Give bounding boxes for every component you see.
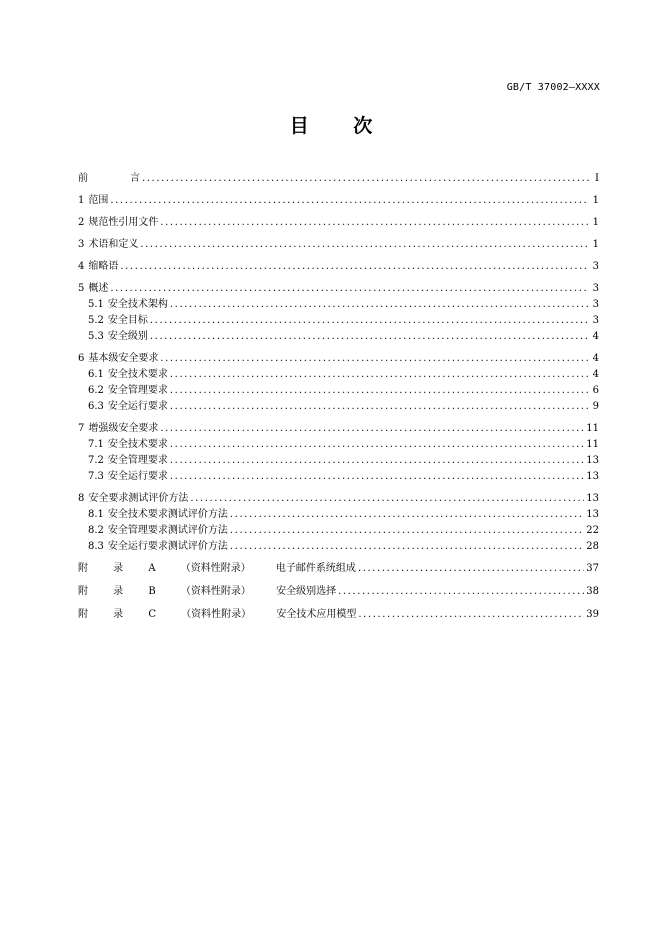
toc-leader-dots (142, 171, 589, 187)
toc-leader-dots (160, 215, 589, 231)
toc-page-number: 3 (592, 315, 599, 326)
toc-entry-label: 2 规范性引用文件 (78, 217, 159, 228)
toc-page-number: 1 (592, 195, 599, 206)
toc-leader-dots (230, 539, 584, 555)
toc-leader-dots (170, 383, 589, 399)
toc-entry-6-3[interactable] (78, 399, 599, 415)
toc-page-number: 13 (586, 455, 599, 466)
page-title: 目 次 (289, 115, 373, 137)
toc-leader-dots (338, 584, 584, 600)
toc-leader-dots (160, 351, 589, 367)
toc-entry-label: 前 言 (78, 173, 140, 184)
toc-entry-label: 7.2 安全管理要求 (88, 455, 168, 466)
toc-page-number: 11 (586, 423, 599, 434)
toc-page-number: 13 (586, 509, 599, 520)
toc-entry-label: 4 缩略语 (78, 261, 119, 272)
toc-entry-label: 附 录 B （资料性附录） 安全级别选择 (78, 586, 337, 597)
toc-leader-dots (358, 561, 584, 577)
toc-entry-7-2[interactable] (78, 453, 599, 469)
toc-entry-label: 6.1 安全技术要求 (88, 369, 168, 380)
toc-leader-dots (170, 367, 589, 383)
toc-page-number: 3 (592, 261, 599, 272)
toc-entry-5-2[interactable] (78, 313, 599, 329)
toc-entry-7[interactable] (78, 421, 599, 437)
toc-entry-label: 8 安全要求测试评价方法 (78, 493, 189, 504)
toc-leader-dots (110, 193, 589, 209)
toc-page-number: 13 (586, 493, 599, 504)
toc-entry-1[interactable] (78, 193, 599, 209)
toc-page-number: 39 (586, 609, 599, 620)
toc-entry-label: 8.2 安全管理要求测试评价方法 (88, 525, 228, 536)
toc-entry-label: 8.3 安全运行要求测试评价方法 (88, 541, 228, 552)
toc-leader-dots (160, 421, 584, 437)
toc-leader-dots (190, 491, 584, 507)
toc-entry-6-1[interactable] (78, 367, 599, 383)
toc-entry-preface[interactable] (78, 171, 599, 187)
toc-leader-dots (150, 313, 589, 329)
toc-entry-8-1[interactable] (78, 507, 599, 523)
toc-leader-dots (230, 507, 584, 523)
toc-page-number: 28 (586, 541, 599, 552)
toc-entry-label: 附 录 C （资料性附录） 安全技术应用模型 (78, 609, 357, 620)
toc-entry-7-1[interactable] (78, 437, 599, 453)
toc-entry-4[interactable] (78, 259, 599, 275)
toc-entry-label: 3 术语和定义 (78, 239, 139, 250)
toc-entry-label: 5.3 安全级别 (88, 331, 148, 342)
toc-leader-dots (170, 399, 589, 415)
toc-entry-8-2[interactable] (78, 523, 599, 539)
toc-leader-dots (150, 329, 589, 345)
toc-entry-label: 5.2 安全目标 (88, 315, 148, 326)
toc-page-number: I (595, 173, 599, 184)
toc-page-number: 13 (586, 471, 599, 482)
toc-page-number: 4 (592, 369, 599, 380)
toc-entry-2[interactable] (78, 215, 599, 231)
toc-entry-appendix-b[interactable] (78, 584, 599, 600)
toc-page-number: 1 (592, 217, 599, 228)
toc-entry-label: 7.1 安全技术要求 (88, 439, 168, 450)
toc-entry-5[interactable] (78, 281, 599, 297)
toc-page-number: 37 (586, 563, 599, 574)
toc-page-number: 22 (586, 525, 599, 536)
toc-leader-dots (358, 607, 584, 623)
toc-page-number: 3 (592, 299, 599, 310)
toc-leader-dots (170, 453, 584, 469)
toc-page-number: 11 (586, 439, 599, 450)
toc-entry-label: 7 增强级安全要求 (78, 423, 159, 434)
toc-entry-5-1[interactable] (78, 297, 599, 313)
toc-page-number: 9 (592, 401, 599, 412)
toc-entry-appendix-c[interactable] (78, 607, 599, 623)
toc-entry-appendix-a[interactable] (78, 561, 599, 577)
toc-leader-dots (170, 437, 584, 453)
toc-entry-8[interactable] (78, 491, 599, 507)
toc-page-number: 4 (592, 353, 599, 364)
toc-leader-dots (170, 469, 584, 485)
toc-entry-8-3[interactable] (78, 539, 599, 555)
toc-entry-label: 5 概述 (78, 283, 109, 294)
toc-entry-label: 6.3 安全运行要求 (88, 401, 168, 412)
toc-page-number: 38 (586, 586, 599, 597)
toc-leader-dots (140, 237, 589, 253)
toc-entry-label: 1 范围 (78, 195, 109, 206)
table-of-contents (78, 171, 599, 630)
toc-entry-6[interactable] (78, 351, 599, 367)
toc-entry-label: 附 录 A （资料性附录） 电子邮件系统组成 (78, 563, 356, 574)
toc-entry-3[interactable] (78, 237, 599, 253)
toc-page-number: 1 (592, 239, 599, 250)
toc-leader-dots (110, 281, 589, 297)
toc-entry-5-3[interactable] (78, 329, 599, 345)
toc-entry-label: 6 基本级安全要求 (78, 353, 159, 364)
toc-entry-label: 8.1 安全技术要求测试评价方法 (88, 509, 228, 520)
toc-entry-6-2[interactable] (78, 383, 599, 399)
toc-entry-7-3[interactable] (78, 469, 599, 485)
toc-entry-label: 6.2 安全管理要求 (88, 385, 168, 396)
toc-entry-label: 5.1 安全技术架构 (88, 299, 168, 310)
toc-leader-dots (120, 259, 589, 275)
toc-leader-dots (230, 523, 584, 539)
document-code: GB/T 37002—XXXX (506, 82, 600, 93)
toc-leader-dots (170, 297, 589, 313)
toc-page-number: 4 (592, 331, 599, 342)
toc-page-number: 6 (592, 385, 599, 396)
toc-entry-label: 7.3 安全运行要求 (88, 471, 168, 482)
toc-page-number: 3 (592, 283, 599, 294)
